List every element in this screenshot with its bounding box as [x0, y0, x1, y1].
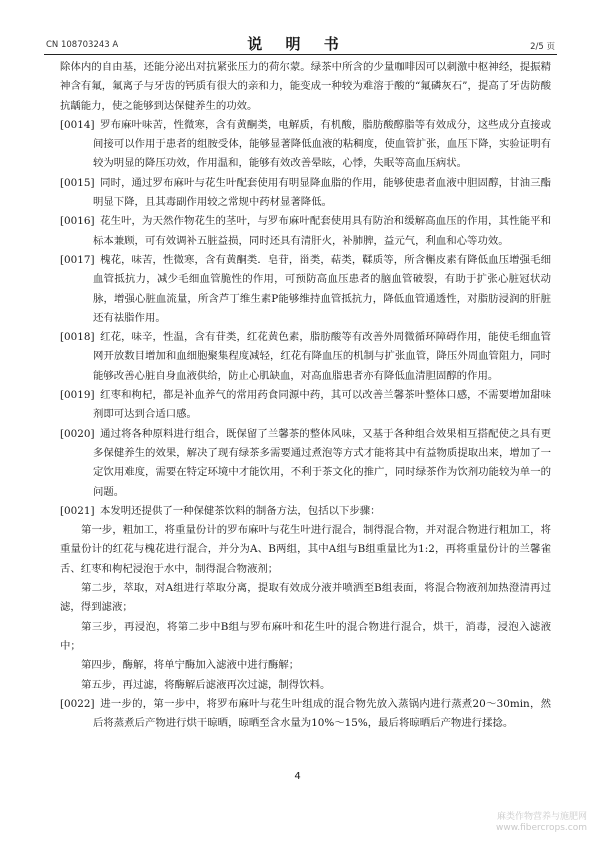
paragraph-0014	[60, 116, 551, 174]
paragraph-text: 第五步，再过滤，将酶解后滤液再次过滤，制得饮料。	[81, 678, 331, 691]
paragraph-text: 本发明还提供了一种保健茶饮料的制备方法，包括以下步骤：	[100, 504, 381, 517]
paragraph-text: 同时，通过罗布麻叶与花生叶配套使用有明显降血脂的作用，能够使患者血液中胆固醇，甘油三酯明显下降，且其毒副作用较之常规中药材显著降低。	[93, 176, 551, 209]
paragraph-text: 红花，味辛，性温，含有苷类，红花黄色素，脂肪酸等有改善外周微循环障碍作用，能使毛细血管网开放数目增加和血细胞聚集程度减轻，红花有降血压的机制与扩张血管，降压外周血管阻力，同时能够改善心脏自身血液供给，防止心肌缺血，对高血脂患者亦有降低血清胆固醇的作用。	[93, 331, 551, 382]
page-indicator: 2/5 页	[530, 42, 555, 52]
paragraph-text: 除体内的自由基，还能分泌出对抗紧张压力的荷尔蒙。绿茶中所含的少量咖啡因可以刺激中枢神经，提振精神含有氟，氟离子与牙齿的钙质有很大的亲和力，能变成一种较为难溶于酸的“氟磷灰石”，提高了牙齿防酸抗龋能力，使之能够到达保健养生的功效。	[60, 61, 551, 112]
document-title: 说 明 书	[247, 35, 348, 53]
document-body	[60, 58, 551, 733]
method-step	[60, 579, 551, 618]
page-number: 4	[294, 771, 301, 782]
watermark-site-name: 麻类作物营养与施肥网	[496, 812, 587, 822]
method-step	[60, 656, 551, 675]
method-step	[60, 676, 551, 695]
paragraph-text: 花生叶，为天然作物花生的茎叶，与罗布麻叶配套使用具有防治和缓解高血压的作用，其性能平和标本兼顾，可有效调补五脏益损，同时还具有清肝火，补肺脾，益元气，利血和心等功效。	[93, 215, 551, 247]
paragraph-text: 红枣和枸杞，都是补血养气的常用药食同源中药，其可以改善兰馨茶叶整体口感，不需要增加甜味剂即可达到合适口感。	[93, 389, 551, 421]
paragraph-text: 第二步，萃取，对A组进行萃取分离，提取有效成分液并喷洒至B组表面，将混合物液剂加热澄清再过滤，得到滤液；	[60, 582, 551, 614]
method-step	[60, 618, 551, 657]
paragraph-number: [0015]	[60, 176, 95, 189]
watermark-url: www.fibercrops.com	[496, 823, 587, 833]
method-step	[60, 521, 551, 579]
paragraph-0015	[60, 174, 551, 213]
paragraph-number: [0019]	[60, 389, 95, 402]
watermark	[496, 812, 587, 834]
paragraph-0020	[60, 425, 551, 502]
paragraph-number: [0018]	[60, 331, 95, 344]
paragraph-text: 通过将各种原料进行组合，既保留了兰馨茶的整体风味，又基于各种组合效果相互搭配使之具有更多保健养生的效果，解决了现有绿茶多需要通过煮泡等方式才能将其中有益物质提取出来，增加了一定饮用难度，需要在特定环境中才能饮用，不利于茶文化的推广，同时绿茶作为饮剂功能较为单一的问题。	[93, 427, 551, 498]
paragraph-0018	[60, 328, 551, 386]
paragraph-text: 第一步，粗加工，将重量份计的罗布麻叶与花生叶进行混合，制得混合物，并对混合物进行粗加工，将重量份计的红花与槐花进行混合，并分为A、B两组，其中A组与B组重量比为1:2，再将重量份计的兰馨雀舌、红枣和枸杞浸泡于水中，制得混合物液剂；	[60, 524, 551, 575]
paragraph-0016	[60, 212, 551, 251]
paragraph-text: 第四步，酶解，将单宁酶加入滤液中进行酶解；	[81, 659, 300, 672]
paragraph-number: [0021]	[60, 504, 95, 517]
paragraph-number: [0016]	[60, 215, 95, 228]
patent-number: CN 108703243 A	[46, 40, 119, 50]
paragraph-continuation	[60, 58, 551, 116]
paragraph-text: 第三步，再浸泡，将第二步中B组与罗布麻叶和花生叶的混合物进行混合，烘干，消毒，浸泡入滤液中；	[60, 620, 551, 652]
paragraph-number: [0017]	[60, 253, 95, 266]
paragraph-number: [0020]	[60, 427, 95, 440]
header-divider	[44, 54, 557, 55]
paragraph-0021	[60, 502, 551, 521]
paragraph-number: [0014]	[60, 118, 95, 131]
paragraph-0022	[60, 695, 551, 734]
paragraph-text: 进一步的，第一步中，将罗布麻叶与花生叶组成的混合物先放入蒸锅内进行蒸煮20～30min，然后将蒸煮后产物进行烘干晾晒，晾晒至含水量为10%～15%，最后将晾晒后产物进行揉捻。	[93, 697, 551, 730]
paragraph-number: [0022]	[60, 697, 95, 710]
page-header	[0, 0, 595, 56]
paragraph-0017	[60, 251, 551, 328]
paragraph-0019	[60, 386, 551, 425]
paragraph-text: 罗布麻叶味苦，性微寒，含有黄酮类，电解质，有机酸，脂肪酸醇脂等有效成分，这些成分直接或间接可以作用于患者的组胺受体，能够显著降低血液的粘稠度，使血管扩张，血压下降，实验证明有较为明显的降压功效，作用温和，能够有效改善晕眩，心悸，失眠等高血压病状。	[93, 118, 551, 170]
paragraph-text: 槐花，味苦，性微寒，含有黄酮类．皂苷，甾类，萜类，鞣质等，所含槲皮素有降低血压增强毛细血管抵抗力，减少毛细血管脆性的作用，可预防高血压患者的脑血管破裂，有助于扩张心脏冠状动脉，增强心脏血流量，所含芦丁维生素P能够维持血管抵抗力，降低血管通透性，对脂肪浸润的肝脏还有祛脂作用。	[93, 253, 551, 324]
